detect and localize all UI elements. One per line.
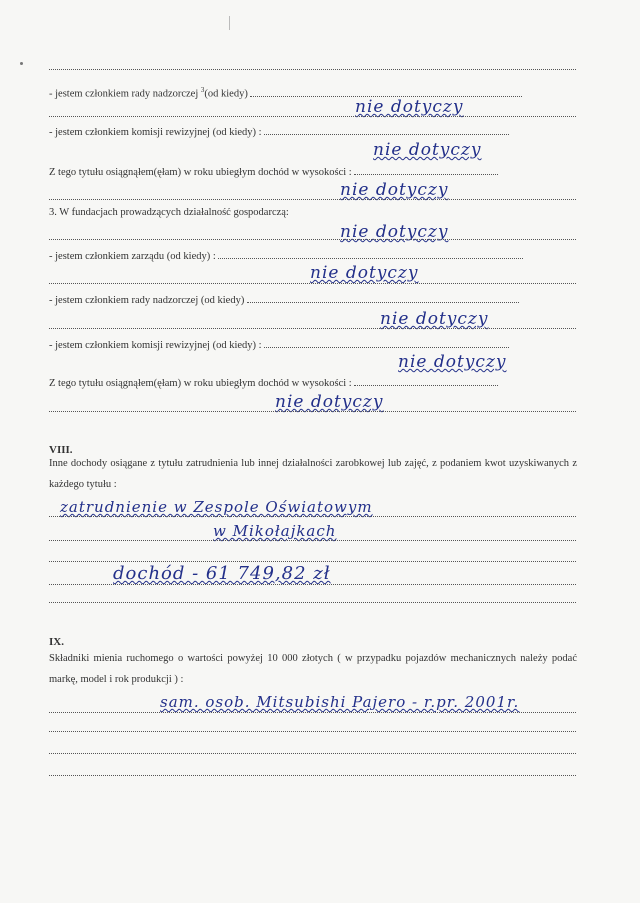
field-label: - jestem członkiem komisji rewizyjnej (od kiedy) : bbox=[49, 340, 262, 351]
field-label: Z tego tytułu osiągnąłem(ęłam) w roku ubiegłym dochód w wysokości : bbox=[49, 167, 352, 178]
dotted-line bbox=[49, 238, 576, 240]
field-rada-nadzorcza bbox=[49, 295, 519, 307]
field-label: - jestem członkiem zarządu (od kiedy) : bbox=[49, 251, 216, 262]
field-label-suffix: (od kiedy) bbox=[204, 88, 248, 100]
dotted-fill bbox=[247, 302, 519, 303]
field-label: Z tego tytułu osiągnąłem(ęłam) w roku ubiegłym dochód w wysokości : bbox=[49, 378, 352, 389]
field-komisja bbox=[49, 127, 509, 139]
dotted-line bbox=[49, 198, 576, 200]
dotted-line bbox=[49, 601, 576, 603]
section-viii-number: VIII. bbox=[49, 444, 73, 456]
handwritten-answer: nie dotyczy bbox=[373, 140, 482, 160]
handwritten-answer: nie dotyczy bbox=[340, 222, 449, 242]
dotted-line bbox=[49, 774, 576, 776]
section-3-heading: 3. W fundacjach prowadzących działalność gospodarczą: bbox=[49, 207, 289, 218]
dotted-line bbox=[49, 410, 576, 412]
section-ix-text: Składniki mienia ruchomego o wartości powyżej 10 000 złotych ( w przypadku pojazdów mechanicznych należy podać markę, model i rok produkcji ) : bbox=[49, 653, 577, 685]
field-komisja bbox=[49, 340, 509, 352]
dotted-fill bbox=[218, 258, 523, 259]
dotted-line bbox=[49, 282, 576, 284]
field-label: - jestem członkiem komisji rewizyjnej (od kiedy) : bbox=[49, 127, 262, 138]
dotted-line bbox=[49, 515, 576, 517]
dotted-line bbox=[49, 539, 576, 541]
scan-mark bbox=[229, 16, 230, 30]
field-label: - jestem członkiem rady nadzorczej (od kiedy) bbox=[49, 295, 245, 306]
section-ix-number: IX. bbox=[49, 636, 64, 648]
scan-mark bbox=[20, 62, 23, 65]
dotted-line bbox=[49, 711, 576, 713]
field-label: - jestem członkiem rady nadzorczej bbox=[49, 88, 201, 100]
handwritten-answer: zatrudnienie w Zespole Oświatowym bbox=[60, 498, 373, 516]
footnote-ref: 3 bbox=[200, 86, 205, 94]
dotted-line bbox=[49, 115, 576, 117]
dotted-line bbox=[49, 560, 576, 562]
handwritten-answer: nie dotyczy bbox=[380, 309, 489, 329]
handwritten-answer: nie dotyczy bbox=[275, 392, 384, 412]
handwritten-answer: nie dotyczy bbox=[340, 180, 449, 200]
handwritten-answer: nie dotyczy bbox=[398, 352, 507, 372]
dotted-fill bbox=[354, 385, 498, 386]
field-dochod bbox=[49, 167, 498, 179]
handwritten-answer: nie dotyczy bbox=[355, 97, 464, 117]
dotted-line bbox=[49, 583, 576, 585]
dotted-line bbox=[49, 752, 576, 754]
handwritten-answer: w Mikołajkach bbox=[213, 522, 337, 540]
field-zarzad bbox=[49, 251, 523, 263]
dotted-fill bbox=[264, 347, 509, 348]
handwritten-answer: nie dotyczy bbox=[310, 263, 419, 283]
dotted-fill bbox=[354, 174, 498, 175]
handwritten-answer: dochód - 61 749,82 zł bbox=[113, 563, 331, 584]
dotted-line bbox=[49, 730, 576, 732]
dotted-line bbox=[49, 327, 576, 329]
field-dochod bbox=[49, 378, 498, 390]
dotted-fill bbox=[264, 134, 509, 135]
dotted-line bbox=[49, 68, 576, 70]
handwritten-answer: sam. osob. Mitsubishi Pajero - r.pr. 2001r. bbox=[160, 693, 520, 711]
section-viii-text: Inne dochody osiągane z tytułu zatrudnienia lub innej działalności zarobkowej lub zajęć, z podaniem kwot uzyskiwanych z każdego tytułu : bbox=[49, 458, 577, 490]
